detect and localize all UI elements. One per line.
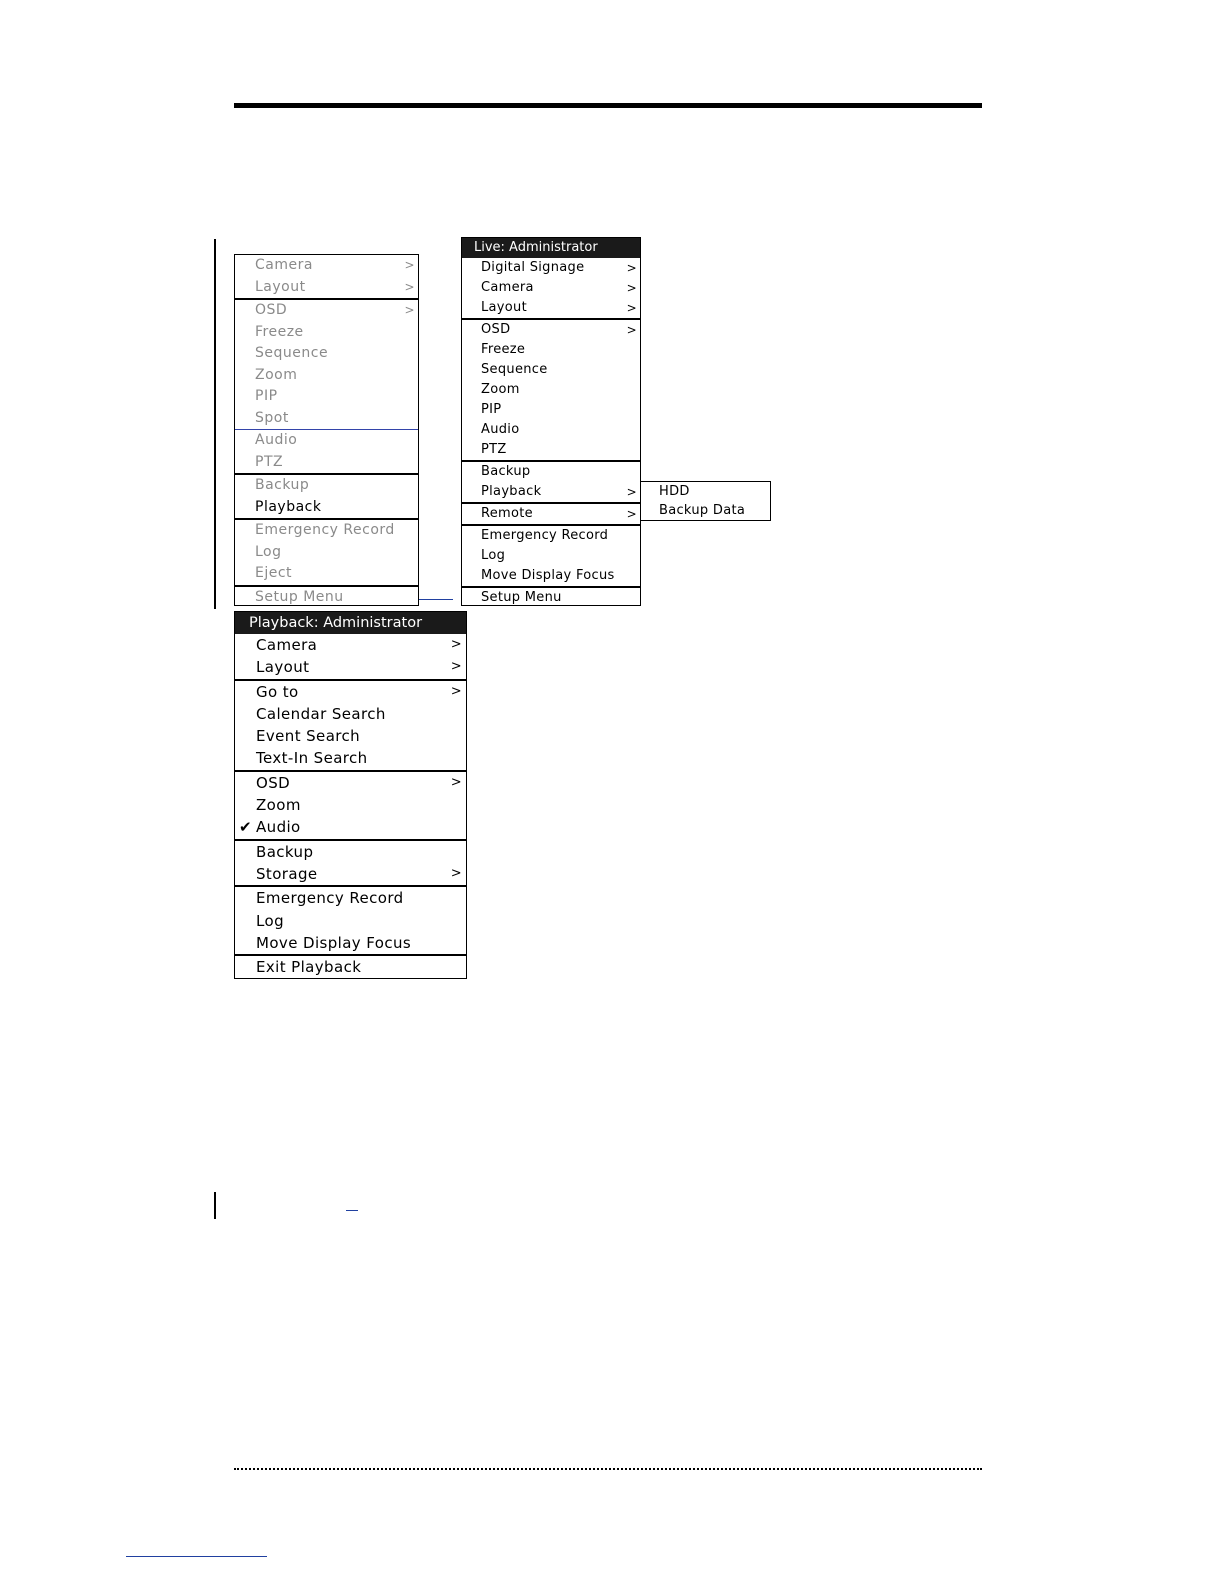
menu-item-pip[interactable]: PIP xyxy=(481,402,502,417)
chevron-right-icon: > xyxy=(450,774,462,790)
chevron-right-icon: > xyxy=(626,323,637,337)
menu-item-freeze[interactable]: Freeze xyxy=(481,342,526,357)
menu-item-emergency-record: Emergency Record xyxy=(255,522,395,538)
menu-group xyxy=(462,524,640,586)
menu-item-spot: Spot xyxy=(255,409,289,426)
menu-group xyxy=(462,318,640,460)
chevron-right-icon: > xyxy=(626,485,637,499)
menu-item-zoom: Zoom xyxy=(255,366,298,383)
menu-item-calendar-search[interactable]: Calendar Search xyxy=(256,704,386,723)
menu-item-zoom[interactable]: Zoom xyxy=(481,382,520,397)
top-rule xyxy=(234,103,982,108)
menu-item-eject: Eject xyxy=(255,565,293,581)
chevron-right-icon: > xyxy=(626,281,637,295)
chevron-right-icon: > xyxy=(404,258,415,272)
menu-item-osd[interactable]: OSD > xyxy=(462,320,640,340)
menu-item-log: Log xyxy=(255,543,282,560)
menu-item-setup-menu: Setup Menu xyxy=(255,588,344,605)
menu-item-backup[interactable]: Backup xyxy=(256,842,314,861)
link-underline xyxy=(346,1210,358,1211)
chevron-right-icon: > xyxy=(450,637,462,652)
menu-item-layout[interactable]: Layout > xyxy=(462,298,640,318)
menu-group xyxy=(235,839,466,886)
menu-group xyxy=(235,885,466,954)
menu-title: Playback: Administrator xyxy=(235,612,466,634)
menu-item-audio: Audio xyxy=(255,432,298,448)
chevron-right-icon: > xyxy=(450,659,462,675)
menu-group xyxy=(235,473,418,518)
menu-group xyxy=(235,298,418,429)
menu-group xyxy=(462,502,640,524)
menu-item-camera[interactable]: Camera > xyxy=(235,634,466,656)
disabled-context-menu xyxy=(234,254,419,606)
menu-item-backup: Backup xyxy=(255,477,310,493)
menu-item-text-in-search[interactable]: Text-In Search xyxy=(256,749,368,768)
menu-group xyxy=(235,679,466,770)
menu-group xyxy=(235,634,466,679)
chevron-right-icon: > xyxy=(404,279,415,294)
checkmark-icon: ✔ xyxy=(239,818,252,837)
menu-group xyxy=(462,460,640,502)
menu-item-move-display-focus[interactable]: Move Display Focus xyxy=(256,933,412,952)
menu-item-log[interactable]: Log xyxy=(256,911,284,930)
menu-item-storage[interactable]: Storage > xyxy=(235,863,466,885)
menu-item-playback[interactable]: Playback xyxy=(255,498,322,515)
menu-item-ptz[interactable]: PTZ xyxy=(481,442,507,457)
submenu-item-backup-data[interactable]: Backup Data xyxy=(659,503,746,518)
menu-item-ptz: PTZ xyxy=(255,453,284,470)
menu-group xyxy=(462,258,640,318)
menu-title: Live: Administrator xyxy=(462,238,640,258)
menu-group xyxy=(462,586,640,608)
menu-group xyxy=(235,518,418,585)
menu-item-exit-playback[interactable]: Exit Playback xyxy=(256,958,362,977)
connector-line xyxy=(418,599,453,600)
menu-item-move-display-focus[interactable]: Move Display Focus xyxy=(481,568,615,583)
menu-group xyxy=(235,585,418,609)
change-bar-top xyxy=(214,239,216,609)
menu-group xyxy=(235,770,466,839)
chevron-right-icon: > xyxy=(450,865,462,881)
menu-item-backup[interactable]: Backup xyxy=(481,464,531,479)
chevron-right-icon: > xyxy=(404,303,415,317)
menu-item-playback[interactable]: Playback > xyxy=(462,482,640,502)
menu-item-layout[interactable]: Layout > xyxy=(235,656,466,678)
chevron-right-icon: > xyxy=(626,261,637,275)
chevron-right-icon: > xyxy=(626,301,637,315)
change-bar-bottom xyxy=(214,1192,216,1219)
menu-item-emergency-record[interactable]: Emergency Record xyxy=(481,528,609,543)
menu-item-camera[interactable]: Camera > xyxy=(462,278,640,298)
chevron-right-icon: > xyxy=(450,683,462,699)
menu-group xyxy=(235,255,418,298)
menu-group xyxy=(235,429,418,473)
footer-link-underline xyxy=(126,1556,267,1557)
menu-item-remote[interactable]: Remote > xyxy=(462,504,640,524)
playback-context-menu xyxy=(234,611,467,979)
menu-item-pip: PIP xyxy=(255,388,278,404)
menu-item-go-to[interactable]: Go to > xyxy=(235,681,466,703)
menu-item-camera: Camera > xyxy=(235,255,418,277)
menu-item-zoom[interactable]: Zoom xyxy=(256,796,301,815)
bottom-dotted-rule xyxy=(234,1468,982,1470)
menu-item-audio[interactable]: Audio xyxy=(481,422,520,437)
menu-item-sequence: Sequence xyxy=(255,345,329,361)
menu-item-emergency-record[interactable]: Emergency Record xyxy=(256,889,404,908)
live-context-menu xyxy=(461,237,641,606)
menu-item-event-search[interactable]: Event Search xyxy=(256,727,361,746)
menu-item-setup-menu[interactable]: Setup Menu xyxy=(481,590,562,605)
menu-item-layout: Layout > xyxy=(235,277,418,299)
menu-item-digital-signage[interactable]: Digital Signage > xyxy=(462,258,640,278)
chevron-right-icon: > xyxy=(626,507,637,521)
menu-item-osd[interactable]: OSD > xyxy=(235,772,466,794)
menu-item-audio[interactable]: ✔ Audio xyxy=(235,816,466,838)
menu-item-osd: OSD > xyxy=(235,300,418,322)
menu-group xyxy=(235,954,466,978)
submenu-item-hdd[interactable]: HDD xyxy=(659,484,690,499)
playback-submenu xyxy=(640,481,771,521)
menu-item-freeze: Freeze xyxy=(255,323,304,340)
menu-item-log[interactable]: Log xyxy=(481,548,506,563)
menu-item-sequence[interactable]: Sequence xyxy=(481,362,548,377)
